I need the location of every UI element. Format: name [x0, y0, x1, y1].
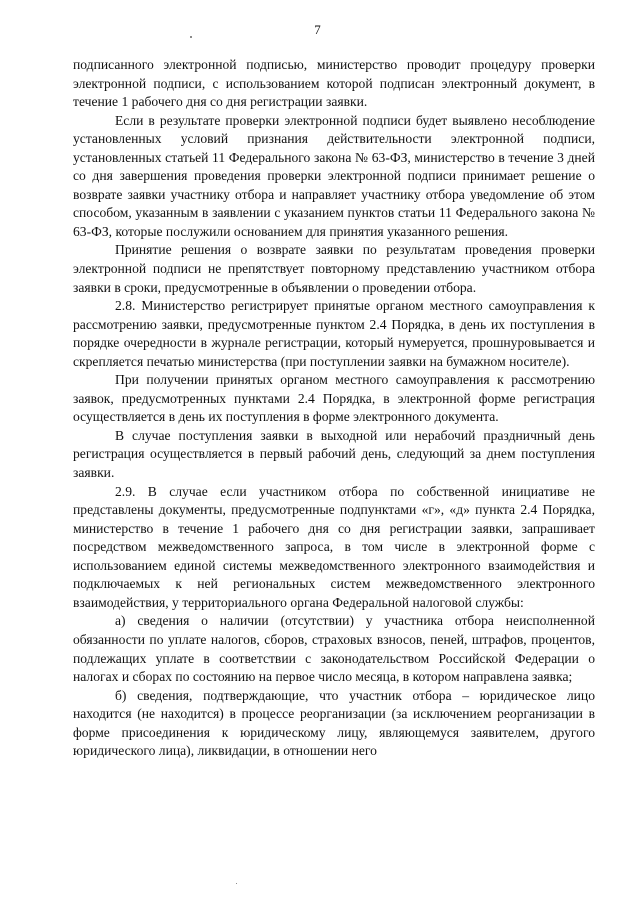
- paragraph-electronic-registration: При получении принятых органом местного самоуправления к рассмотрению заявок, предусмотренных пунктами 2.4 Порядка, в электронной форме регистрация осуществляется в день их поступления в форме электронного документа.: [73, 372, 595, 425]
- paragraph-item-b: б) сведения, подтверждающие, что участник отбора – юридическое лицо находится (не находится) в процессе реорганизации (за исключением реорганизации в форме присоединения к юридическому лицу, являющемуся заявителем, другого юридического лица), ликвидации, в отношении него: [73, 687, 595, 759]
- scan-speck: [236, 883, 237, 884]
- document-body: [73, 56, 595, 761]
- scan-speck: [190, 36, 192, 38]
- paragraph-holiday-registration: В случае поступления заявки в выходной или нерабочий праздничный день регистрация осуществляется в первый рабочий день, следующий за днем поступления заявки.: [73, 427, 595, 481]
- paragraph-return-decision: Принятие решения о возврате заявки по результатам проведения проверки электронной подписи не препятствует повторному представлению участником отбора заявки в сроки, предусмотренные в объявлении о проведении отбора.: [73, 242, 595, 295]
- page-number: 7: [314, 22, 321, 37]
- paragraph-2-8: 2.8. Министерство регистрирует принятые органом местного самоуправления к рассмотрению заявки, предусмотренные пунктом 2.4 Порядка, в день их поступления в порядке очередности в журнале регистрации, который нумеруется, прошнуровывается и скрепляется печатью министерства (при поступлении заявки на бумажном носителе).: [73, 298, 595, 369]
- paragraph-continuation: подписанного электронной подписью, министерство проводит процедуру проверки электронной подписи, с использованием которой подписан электронный документ, в течение 1 рабочего дня со дня регистрации заявки.: [73, 57, 595, 110]
- paragraph-2-9: 2.9. В случае если участником отбора по собственной инициативе не представлены документы, предусмотренные подпунктами «г», «д» пункта 2.4 Порядка, министерство в течение 1 рабочего дня со дня регистрации заявки, запрашивает посредством межведомственного запроса, в том числе в электронной форме с использованием единой системы межведомственного электронного взаимодействия и подключаемых к ней региональных систем межведомственного электронного взаимодействия, у территориального органа Федеральной налоговой службы:: [73, 483, 595, 610]
- paragraph-signature-invalid: Если в результате проверки электронной подписи будет выявлено несоблюдение установленных условий признания действительности электронной подписи, установленных статьей 11 Федерального закона № 63-ФЗ, министерство в течение 3 дней со дня завершения проведения проверки электронной подписи принимает решение о возврате заявки участнику отбора и направляет участнику отбора уведомление об этом способом, указанным в заявлении с указанием пунктов статьи 11 Федерального закона № 63-ФЗ, которые послужили основанием для принятия указанного решения.: [73, 112, 595, 239]
- paragraph-item-a: а) сведения о наличии (отсутствии) у участника отбора неисполненной обязанности по уплате налогов, сборов, страховых взносов, пеней, штрафов, процентов, подлежащих уплате в соответствии с законодательством Российской Федерации о налогах и сборах по состоянию на первое число месяца, в котором направлена заявка;: [73, 613, 595, 685]
